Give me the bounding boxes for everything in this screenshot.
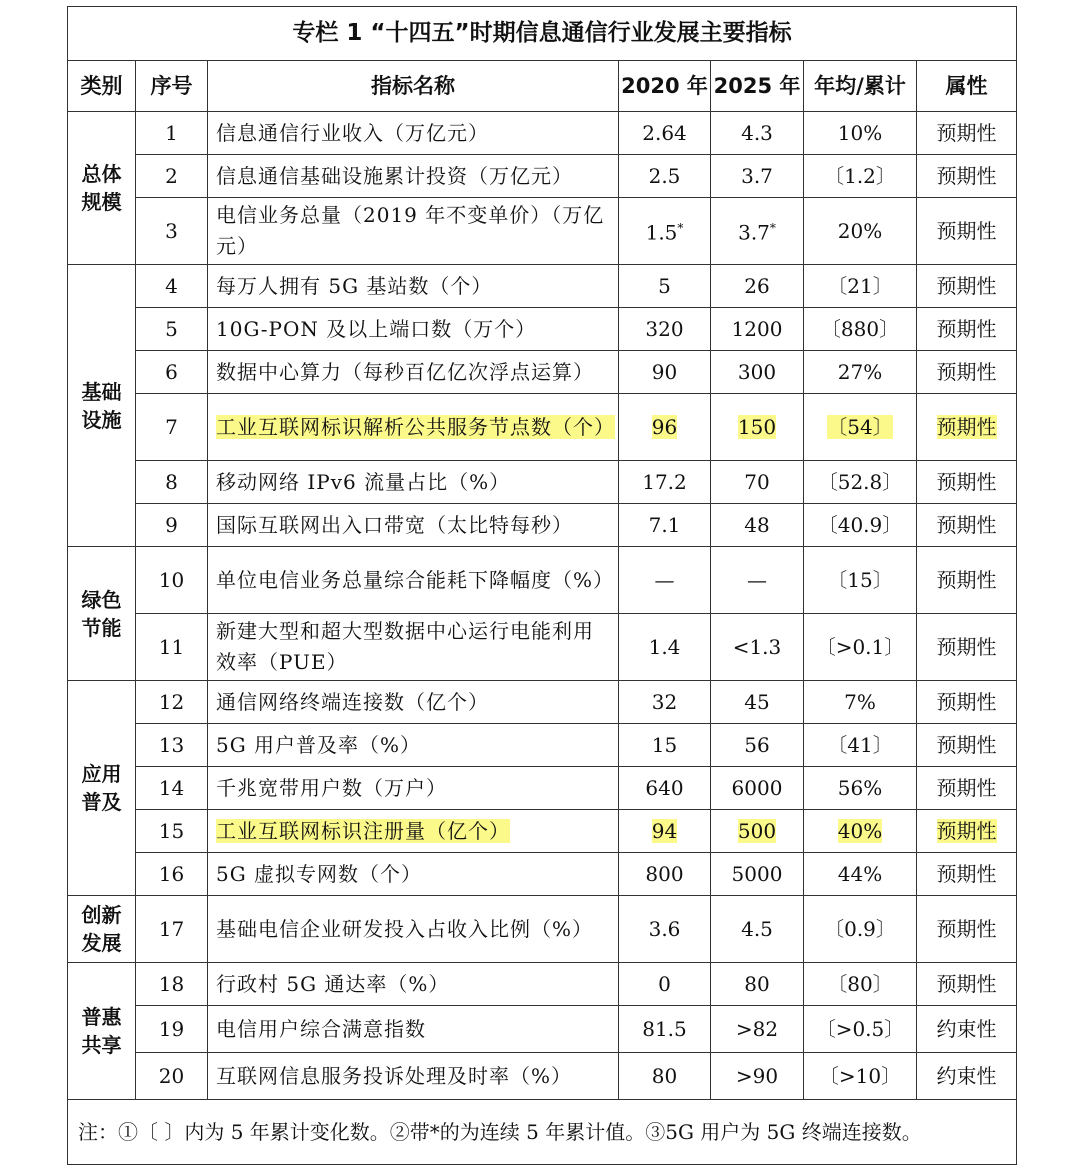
value-avg: 〔>10〕: [804, 1053, 917, 1100]
row-number: 13: [136, 724, 208, 767]
indicator-name: 5G 用户普及率（%）: [208, 724, 619, 767]
indicator-name: 数据中心算力（每秒百亿亿次浮点运算）: [208, 351, 619, 394]
row-number: 2: [136, 155, 208, 198]
attribute: 约束性: [917, 1006, 1017, 1053]
table-row: [68, 1006, 1017, 1053]
attribute: 预期性: [917, 308, 1017, 351]
attribute: 预期性: [917, 198, 1017, 265]
value-2020: —: [619, 547, 711, 614]
highlighted-text: 500: [737, 818, 777, 843]
table-row: [68, 810, 1017, 853]
row-number: 19: [136, 1006, 208, 1053]
attribute: 预期性: [917, 504, 1017, 547]
value-2025: 5000: [711, 853, 804, 896]
attribute: 预期性: [917, 853, 1017, 896]
attribute: 约束性: [917, 1053, 1017, 1100]
value-avg: 〔52.8〕: [804, 461, 917, 504]
value-2020: 32: [619, 681, 711, 724]
header-avg: 年均/累计: [804, 61, 917, 112]
value-2025: —: [711, 547, 804, 614]
header-category: 类别: [68, 61, 136, 112]
attribute: 预期性: [917, 681, 1017, 724]
value-avg: 7%: [804, 681, 917, 724]
value-avg: 〔880〕: [804, 308, 917, 351]
value-2025: 6000: [711, 767, 804, 810]
indicator-name: 基础电信企业研发投入占收入比例（%）: [208, 896, 619, 963]
attribute: 预期性: [917, 547, 1017, 614]
value-2020: 15: [619, 724, 711, 767]
header-2020: 2020 年: [619, 61, 711, 112]
highlighted-text: 〔54〕: [827, 414, 893, 439]
value-2020: 2.5: [619, 155, 711, 198]
value-2025: 45: [711, 681, 804, 724]
value-2020: 2.64: [619, 112, 711, 155]
indicator-name: 信息通信基础设施累计投资（万亿元）: [208, 155, 619, 198]
indicator-table: [67, 6, 1017, 1165]
attribute: 预期性: [917, 767, 1017, 810]
category-label: 规模: [81, 190, 122, 214]
highlighted-text: 94: [651, 818, 678, 843]
value-avg: 〔15〕: [804, 547, 917, 614]
value-avg: 〔>0.1〕: [804, 614, 917, 681]
value-2020: 17.2: [619, 461, 711, 504]
highlighted-text: 40%: [837, 818, 883, 843]
indicator-name: 行政村 5G 通达率（%）: [208, 963, 619, 1006]
category-label: 发展: [81, 931, 122, 955]
table-row: [68, 1053, 1017, 1100]
value-avg: [804, 810, 917, 853]
table-row: [68, 724, 1017, 767]
value-2025: 1200: [711, 308, 804, 351]
row-number: 1: [136, 112, 208, 155]
asterisk-mark: *: [677, 221, 684, 236]
row-number: 20: [136, 1053, 208, 1100]
row-number: 10: [136, 547, 208, 614]
attribute: 预期性: [917, 265, 1017, 308]
value-2020: 1.5*: [619, 198, 711, 265]
category-cell: [68, 963, 136, 1100]
indicator-name: 新建大型和超大型数据中心运行电能利用效率（PUE）: [208, 614, 619, 681]
value-2020: 90: [619, 351, 711, 394]
header-2025: 2025 年: [711, 61, 804, 112]
indicator-name: 电信用户综合满意指数: [208, 1006, 619, 1053]
attribute: [917, 394, 1017, 461]
value-2020: 81.5: [619, 1006, 711, 1053]
table-note: 注：①〔 〕内为 5 年累计变化数。②带*的为连续 5 年累计值。③5G 用户为 5G 终端连接数。: [68, 1100, 1017, 1165]
indicator-name: 10G-PON 及以上端口数（万个）: [208, 308, 619, 351]
table-row: [68, 265, 1017, 308]
table-row: [68, 112, 1017, 155]
category-label: 普及: [81, 790, 122, 814]
header-no: 序号: [136, 61, 208, 112]
value-avg: 〔>0.5〕: [804, 1006, 917, 1053]
value-2020: [619, 810, 711, 853]
highlighted-text: 96: [651, 414, 678, 439]
value-2020: 640: [619, 767, 711, 810]
value-2025: 48: [711, 504, 804, 547]
attribute: 预期性: [917, 896, 1017, 963]
row-number: 4: [136, 265, 208, 308]
category-label: 应用: [81, 762, 122, 786]
indicator-name: 信息通信行业收入（万亿元）: [208, 112, 619, 155]
value-2020: 0: [619, 963, 711, 1006]
asterisk-mark: *: [769, 221, 776, 236]
table-row: [68, 198, 1017, 265]
table-body: [68, 112, 1017, 1100]
category-cell: [68, 112, 136, 265]
value-avg: 44%: [804, 853, 917, 896]
category-cell: [68, 896, 136, 963]
highlighted-text: 预期性: [936, 414, 997, 439]
row-number: 11: [136, 614, 208, 681]
category-label: 节能: [81, 615, 122, 640]
row-number: 5: [136, 308, 208, 351]
attribute: [917, 810, 1017, 853]
attribute: 预期性: [917, 724, 1017, 767]
category-label: 创新: [81, 903, 122, 927]
header-attr: 属性: [917, 61, 1017, 112]
table-row: [68, 351, 1017, 394]
value-avg: 27%: [804, 351, 917, 394]
value-avg: 〔21〕: [804, 265, 917, 308]
table-row: [68, 614, 1017, 681]
value-2025: 70: [711, 461, 804, 504]
value-2025: 80: [711, 963, 804, 1006]
indicator-name: 互联网信息服务投诉处理及时率（%）: [208, 1053, 619, 1100]
value-2025: 56: [711, 724, 804, 767]
value-2025: 26: [711, 265, 804, 308]
row-number: 8: [136, 461, 208, 504]
value-2020: 5: [619, 265, 711, 308]
indicator-name: 电信业务总量（2019 年不变单价）（万亿元）: [208, 198, 619, 265]
category-label: 普惠: [81, 1005, 122, 1029]
category-cell: [68, 265, 136, 547]
table-title: 专栏 1 “十四五”时期信息通信行业发展主要指标: [68, 7, 1017, 61]
table-row: [68, 963, 1017, 1006]
table-row: [68, 308, 1017, 351]
header-name: 指标名称: [208, 61, 619, 112]
value-2025: 4.3: [711, 112, 804, 155]
indicator-name: 移动网络 IPv6 流量占比（%）: [208, 461, 619, 504]
attribute: 预期性: [917, 461, 1017, 504]
category-label: 绿色: [81, 587, 122, 612]
value-2020: 3.6: [619, 896, 711, 963]
row-number: 3: [136, 198, 208, 265]
value-2025: >90: [711, 1053, 804, 1100]
category-cell: [68, 681, 136, 896]
value-avg: 〔41〕: [804, 724, 917, 767]
row-number: 15: [136, 810, 208, 853]
value-2020: [619, 394, 711, 461]
category-label: 基础: [81, 379, 122, 404]
value-2025: [711, 394, 804, 461]
table-row: [68, 155, 1017, 198]
attribute: 预期性: [917, 614, 1017, 681]
value-avg: 10%: [804, 112, 917, 155]
value-avg: 〔0.9〕: [804, 896, 917, 963]
attribute: 预期性: [917, 155, 1017, 198]
row-number: 9: [136, 504, 208, 547]
category-label: 设施: [81, 407, 122, 432]
attribute: 预期性: [917, 963, 1017, 1006]
row-number: 17: [136, 896, 208, 963]
indicator-name: [208, 394, 619, 461]
table-row: [68, 767, 1017, 810]
value-2025: >82: [711, 1006, 804, 1053]
indicator-name: 单位电信业务总量综合能耗下降幅度（%）: [208, 547, 619, 614]
indicator-table-document: [67, 6, 1016, 1165]
value-2025: 3.7*: [711, 198, 804, 265]
value-avg: 〔1.2〕: [804, 155, 917, 198]
table-row: [68, 504, 1017, 547]
attribute: 预期性: [917, 112, 1017, 155]
value-2020: 320: [619, 308, 711, 351]
attribute: 预期性: [917, 351, 1017, 394]
category-label: 总体: [81, 162, 122, 186]
category-label: 共享: [81, 1033, 122, 1057]
indicator-name: [208, 810, 619, 853]
indicator-name: 千兆宽带用户数（万户）: [208, 767, 619, 810]
highlighted-text: 预期性: [936, 818, 997, 843]
value-2025: 4.5: [711, 896, 804, 963]
table-row: [68, 394, 1017, 461]
value-avg: 〔80〕: [804, 963, 917, 1006]
highlighted-text: 工业互联网标识解析公共服务节点数（个）: [216, 414, 615, 439]
table-row: [68, 853, 1017, 896]
value-2025: 3.7: [711, 155, 804, 198]
row-number: 12: [136, 681, 208, 724]
indicator-name: 国际互联网出入口带宽（太比特每秒）: [208, 504, 619, 547]
row-number: 16: [136, 853, 208, 896]
row-number: 18: [136, 963, 208, 1006]
table-row: [68, 461, 1017, 504]
value-avg: 56%: [804, 767, 917, 810]
table-row: [68, 547, 1017, 614]
row-number: 6: [136, 351, 208, 394]
value-2025: <1.3: [711, 614, 804, 681]
value-2020: 1.4: [619, 614, 711, 681]
value-2020: 80: [619, 1053, 711, 1100]
row-number: 14: [136, 767, 208, 810]
value-avg: 〔40.9〕: [804, 504, 917, 547]
category-cell: [68, 547, 136, 681]
value-avg: 20%: [804, 198, 917, 265]
table-row: [68, 896, 1017, 963]
indicator-name: 5G 虚拟专网数（个）: [208, 853, 619, 896]
highlighted-text: 工业互联网标识注册量（亿个）: [216, 818, 510, 843]
table-row: [68, 681, 1017, 724]
value-2020: 800: [619, 853, 711, 896]
value-avg: [804, 394, 917, 461]
row-number: 7: [136, 394, 208, 461]
value-2025: [711, 810, 804, 853]
highlighted-text: 150: [737, 414, 777, 439]
indicator-name: 每万人拥有 5G 基站数（个）: [208, 265, 619, 308]
value-2020: 7.1: [619, 504, 711, 547]
indicator-name: 通信网络终端连接数（亿个）: [208, 681, 619, 724]
value-2025: 300: [711, 351, 804, 394]
